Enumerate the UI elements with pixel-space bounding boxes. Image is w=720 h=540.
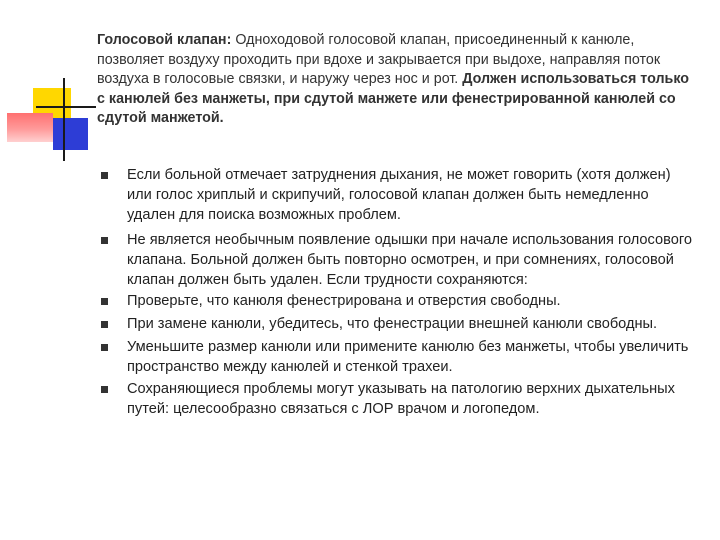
bullet-item [97, 337, 697, 377]
bullet-item [97, 165, 697, 225]
bullet-square-icon [101, 321, 108, 328]
decor-horizontal-line [36, 106, 96, 108]
bullet-list [97, 165, 697, 419]
bullet-square-icon [101, 298, 108, 305]
bullet-square-icon [101, 172, 108, 179]
intro-title: Голосовой клапан: [97, 32, 232, 48]
decor-red-gradient-bar [7, 113, 53, 142]
intro-text: Одноходовой голосовой клапан, присоединенный к канюле, позволяет воздуху проходить при вдохе и закрывается при выдохе, направляя поток воздуха в голосовые связки, и наружу через нос и рот. [97, 32, 661, 87]
bullet-item [97, 314, 697, 334]
decor-blue-square [53, 118, 88, 150]
bullet-item [97, 291, 697, 311]
intro-paragraph [97, 31, 697, 129]
bullet-text: При замене канюли, убедитесь, что фенестрации внешней канюли свободны. [127, 316, 658, 332]
bullet-square-icon [101, 237, 108, 244]
bullet-text: Сохраняющиеся проблемы могут указывать на патологию верхних дыхательных путей: целесообразно связаться с ЛОР врачом и логопедом. [127, 381, 675, 417]
bullet-text: Если больной отмечает затруднения дыхания, не может говорить (хотя должен) или голос хриплый и скрипучий, голосовой клапан должен быть немедленно удален для поиска возможных проблем. [127, 167, 671, 223]
bullet-text: Уменьшите размер канюли или примените канюлю без манжеты, чтобы увеличить пространство между канюлей и стенкой трахеи. [127, 339, 689, 375]
bullet-square-icon [101, 344, 108, 351]
bullet-square-icon [101, 386, 108, 393]
bullet-text: Не является необычным появление одышки при начале использования голосового клапана. Больной должен быть повторно осмотрен, и при сомнениях, голосовой клапан должен быть удален. Если трудности сохраняются: [127, 232, 692, 288]
intro-emphasis: Должен использоваться только с канюлей без манжеты, при сдутой манжете или фенестрированной канюлей со сдутой манжетой. [97, 71, 690, 126]
bullet-text: Проверьте, что канюля фенестрирована и отверстия свободны. [127, 293, 561, 309]
decor-vertical-line [63, 78, 65, 161]
bullet-item [97, 230, 697, 290]
bullet-item [97, 379, 697, 419]
